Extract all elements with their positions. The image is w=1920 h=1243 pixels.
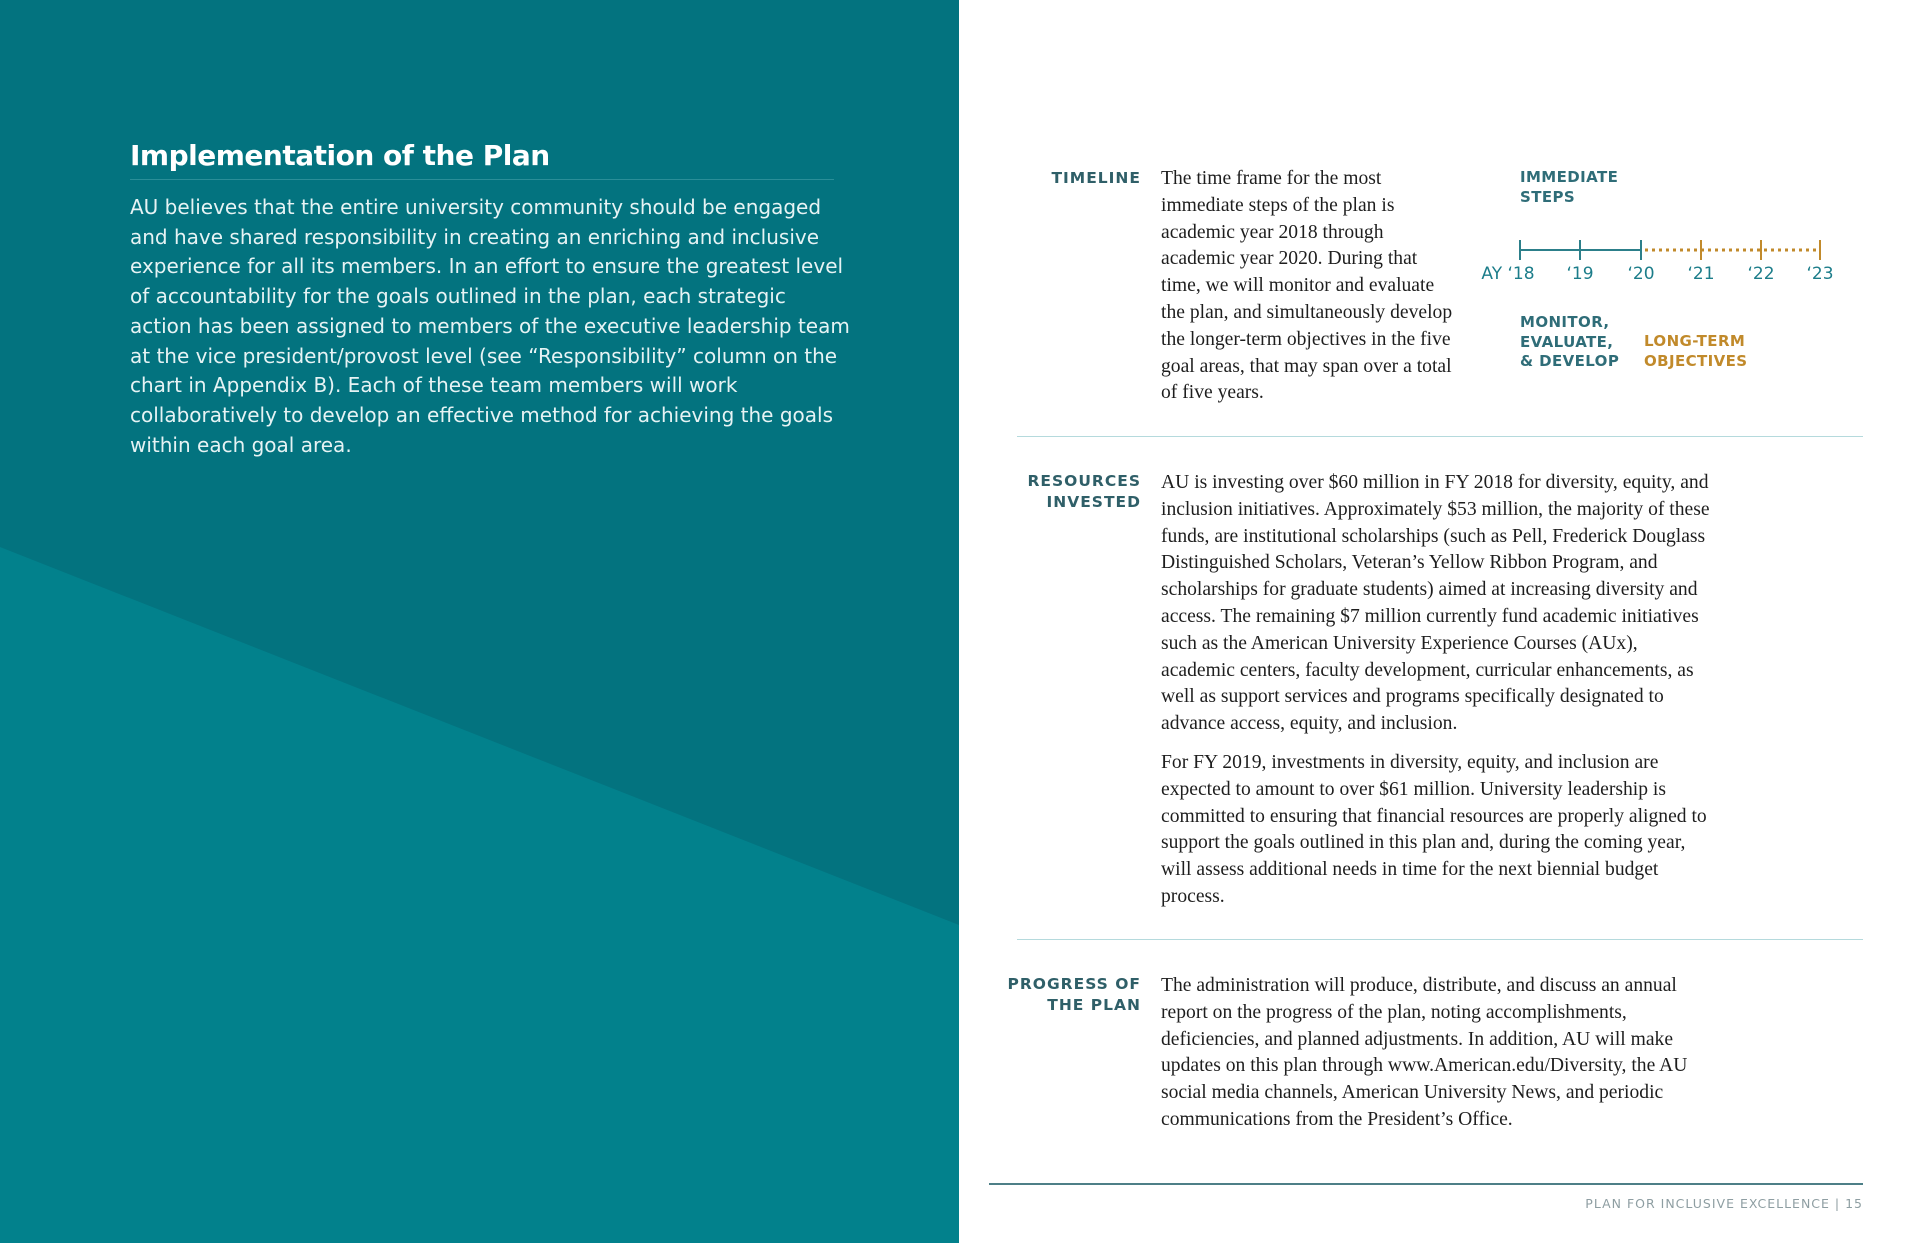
year-label-2022: ‘22 xyxy=(1747,264,1775,284)
timeline-graphic xyxy=(1459,160,1859,390)
title-divider xyxy=(130,179,834,180)
background-diagonal-shape xyxy=(0,0,959,1243)
footer-rule xyxy=(989,1183,1863,1185)
monitor-evaluate-label: MONITOR, EVALUATE, & DEVELOP xyxy=(1520,313,1620,370)
progress-paragraph: The administration will produce, distribute, and discuss an annual report on the progress of the plan, noting accomplishments, deficiencies, and planned adjustments. In addition, AU will make updates on this plan through www.American.edu/Diversity, the AU social media channels, American University News, and periodic communications from the President’s Office. xyxy=(1161,975,1688,1130)
resources-label: RESOURCES INVESTED xyxy=(1027,472,1141,511)
section-divider-1 xyxy=(1017,436,1863,437)
year-label-2020: ‘20 xyxy=(1627,264,1655,284)
left-page-panel xyxy=(0,0,959,1243)
year-label-2021: ‘21 xyxy=(1687,264,1715,284)
page-footer: PLAN FOR INCLUSIVE EXCELLENCE | 15 xyxy=(1585,1196,1863,1211)
timeline-label-text: TIMELINE xyxy=(1051,169,1141,187)
right-page-panel xyxy=(959,0,1920,1243)
resources-paragraph-2: For FY 2019, investments in diversity, equity, and inclusion are expected to amount to over $61 million. University leadership is committed to ensuring that financial resources are properly aligned to support the goals outlined in this plan and, during the coming year, will assess additional needs in time for the next biennial budget process. xyxy=(1161,751,1707,907)
intro-paragraph: AU believes that the entire university community should be engaged and have shared responsibility in creating an enriching and inclusive experience for all its members. In an effort to ensure the greatest level of accountability for the goals outlined in the plan, each strategic action has been assigned to members of the executive leadership team at the vice president/provost level (see “Responsibility” column on the chart in Appendix B). Each of these team members will work collaboratively to develop an effective method for achieving the goals within each goal area. xyxy=(130,195,850,457)
section-divider-2 xyxy=(1017,939,1863,940)
timeline-paragraph: The time frame for the most immediate steps of the plan is academic year 2018 through academic year 2020. During that time, we will monitor and evaluate the plan, and simultaneously develop the longer-term objectives in the five goal areas, that may span over a total of five years. xyxy=(1161,168,1453,404)
year-label-2019: ‘19 xyxy=(1566,264,1594,284)
immediate-steps-label: IMMEDIATE STEPS xyxy=(1520,168,1619,206)
long-term-objectives-label: LONG-TERM OBJECTIVES xyxy=(1644,332,1748,370)
progress-label: PROGRESS OF THE PLAN xyxy=(1007,975,1141,1014)
timeline-axis xyxy=(1459,236,1859,264)
section-title: Implementation of the Plan xyxy=(130,139,550,172)
resources-text xyxy=(1161,470,1716,911)
resources-paragraph-1: AU is investing over $60 million in FY 2018 for diversity, equity, and inclusion initiatives. Approximately $53 million, the majority of these funds, are institutional scholarships (such as Pell, Frederick Douglass Distinguished Scholars, Veteran’s Yellow Ribbon Program, and scholarships for graduate students) aimed at increasing diversity and access. The remaining $7 million currently fund academic initiatives such as the American University Experience Courses (AUx), academic centers, faculty development, curricular enhancements, as well as support services and programs specifically designated to advance access, equity, and inclusion. xyxy=(1161,472,1710,735)
year-label-2023: ‘23 xyxy=(1806,264,1834,284)
year-label-2018: AY ‘18 xyxy=(1481,264,1535,284)
